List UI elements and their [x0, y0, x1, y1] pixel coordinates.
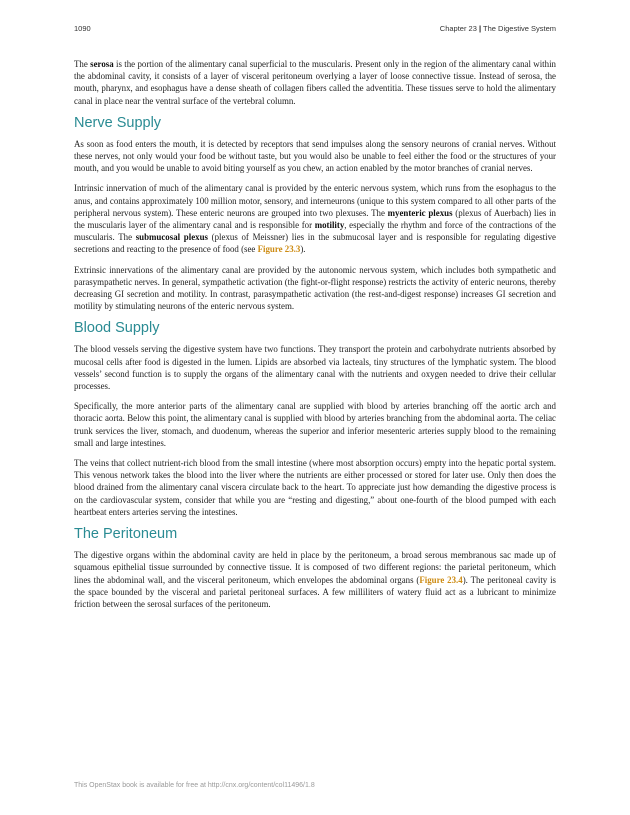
serosa-paragraph: The serosa is the portion of the alimentary canal superficial to the muscularis. Present only in the region of the alimentary canal within the abdominal cavity, it consists of a layer of visceral peritoneum overlying a layer of loose connective tissue. Instead of serosa, the mouth, pharynx, and esophagus have a dense sheath of collagen fibers called the adventitia. These tissues serve to hold the alimentary canal in place near the ventral surface of the vertebral column. — [74, 59, 556, 106]
footer-availability-note: This OpenStax book is available for free at http://cnx.org/content/col11496/1.8 — [74, 782, 315, 789]
nerve-paragraph-3: Extrinsic innervations of the alimentary canal are provided by the autonomic nervous system, which includes both sympathetic and parasympathetic nerves. In general, sympathetic activation (the fight-or-flight response) restricts the activity of enteric neurons, thereby decreasing GI secretion and motility. In contrast, parasympathetic activation (the rest-and-digest response) increases GI secretion and motility by stimulating neurons of the enteric nervous system. — [74, 264, 556, 312]
blood-paragraph-1: The blood vessels serving the digestive system have two functions. They transport the protein and carbohydrate nutrients absorbed by mucosal cells after food is digested in the lumen. Lipids are absorbed via lacteals, tiny structures of the lymphatic system. The blood vessels’ second function is to supply the organs of the alimentary canal with the nutrients and oxygen needed to drive their cellular processes. — [74, 344, 556, 392]
peritoneum-paragraph: The digestive organs within the abdominal cavity are held in place by the peritoneum, a broad serous membranous sac made up of squamous epithelial tissue surrounded by connective tissue. It is composed of two different regions: the parietal peritoneum, which lines the abdominal wall, and the visceral peritoneum, which envelopes the abdominal organs (Figure 23.4). The peritoneal cavity is the space bounded by the visceral and parietal peritoneal surfaces. A few milliliters of watery fluid act as a lubricant to minimize friction between the serosal surfaces of the peritoneum. — [74, 550, 556, 609]
chapter-title — [440, 24, 556, 33]
term-motility: motility — [314, 220, 345, 231]
chapter-name: The Digestive System — [483, 24, 556, 33]
chapter-prefix: Chapter 23 — [439, 24, 477, 33]
blood-paragraph-2: Specifically, the more anterior parts of the alimentary canal are supplied with blood by arteries branching off the aortic arch and thoracic aorta. Below this point, the alimentary canal is supplied with blood by arteries branching from the abdominal aorta. The celiac trunk services the liver, stomach, and duodenum, whereas the superior and inferior mesenteric arteries supply blood to the remaining small and large intestines. — [74, 401, 556, 448]
term-serosa: serosa — [90, 59, 114, 69]
figure-23-3-link[interactable]: Figure 23.3 — [257, 244, 301, 255]
figure-23-4-link[interactable]: Figure 23.4 — [419, 574, 463, 585]
blood-paragraph-3: The veins that collect nutrient-rich blood from the small intestine (where most absorption occurs) empty into the hepatic portal system. This venous network takes the blood into the liver where the nutrients are either processed or stored for later use. Only then does the blood drained from the alimentary canal viscera circulate back to the heart. To appreciate just how demanding the digestive process is on the cardiovascular system, consider that while you are “resting and digesting,” about one-fourth of the blood pumped with each heartbeat enters arteries serving the intestines. — [74, 458, 556, 517]
section-heading-blood-supply: Blood Supply — [74, 320, 160, 337]
nerve-paragraph-1: As soon as food enters the mouth, it is detected by receptors that send impulses along the sensory neurons of cranial nerves. Without these nerves, not only would your food be without taste, but you would also be unable to feel either the food or the structures of your mouth, and you would be unable to avoid biting yourself as you chew, an action enabled by the motor branches of cranial nerves. — [74, 138, 556, 174]
term-myenteric-plexus: myenteric plexus — [387, 207, 453, 218]
section-heading-nerve-supply: Nerve Supply — [74, 114, 162, 131]
section-heading-peritoneum: The Peritoneum — [74, 526, 178, 543]
page-content — [74, 58, 556, 618]
term-submucosal-plexus: submucosal plexus — [135, 232, 208, 243]
nerve-paragraph-2: Intrinsic innervation of much of the alimentary canal is provided by the enteric nervous system, which runs from the esophagus to the anus, and contains approximately 100 million motor, sensory, and interneurons (unique to this system compared to all other parts of the peripheral nervous system). These enteric neurons are grouped into two plexuses. The myenteric plexus (plexus of Auerbach) lies in the muscularis layer of the alimentary canal and is responsible for motility, especially the rhythm and force of the contractions of the muscularis. The submucosal plexus (plexus of Meissner) lies in the submucosal layer and is responsible for regulating digestive secretions and reacting to the presence of food (see Figure 23.3). — [74, 183, 556, 255]
header-separator: | — [478, 24, 482, 33]
page-number: 1090 — [74, 24, 91, 33]
running-header — [74, 24, 556, 33]
